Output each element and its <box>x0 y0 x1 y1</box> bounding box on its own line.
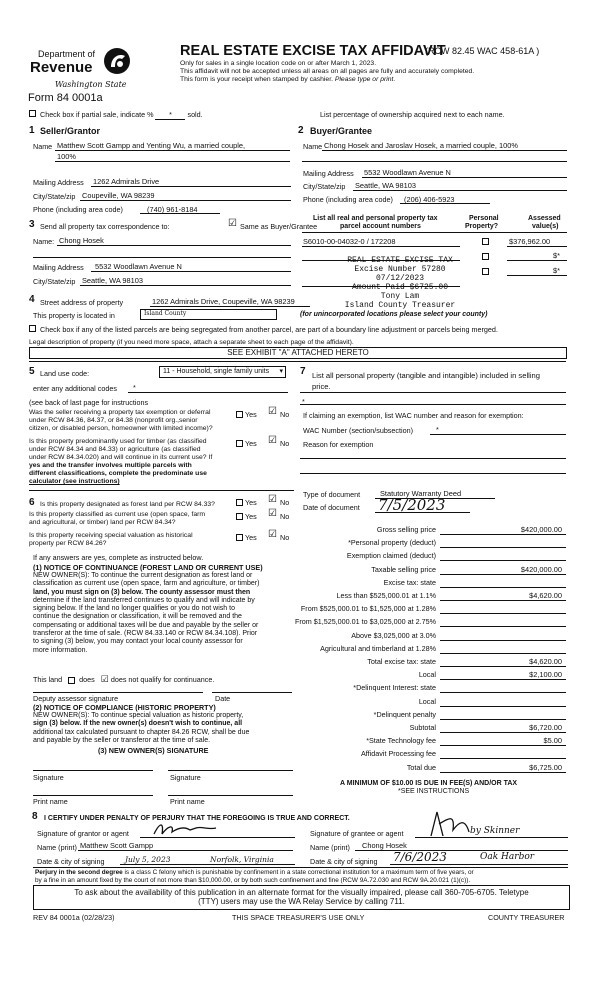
notice3-title: (3) NEW OWNER(S) SIGNATURE <box>98 746 209 755</box>
tax-row-label: *Personal property (deduct) <box>348 538 436 547</box>
buyer-city[interactable]: Seattle, WA 98103 <box>355 181 416 190</box>
forest-yes-label: Yes <box>245 498 257 507</box>
buyer-title: Buyer/Grantee <box>310 126 373 136</box>
historic-yes-checkbox[interactable] <box>236 534 243 541</box>
historic-no-checkbox[interactable]: ☑ <box>268 529 277 540</box>
form-number: Form 84 0001a <box>28 92 103 104</box>
dept-line3: Washington State <box>55 80 127 89</box>
section6-number: 6 <box>29 497 35 508</box>
owner-signature-label-2: Signature <box>170 773 201 782</box>
section3-number: 3 <box>29 219 35 230</box>
buyer-mail[interactable]: 5532 Woodlawn Avenue N <box>364 168 451 177</box>
grantee-name[interactable]: Chong Hosek <box>362 841 407 850</box>
land-use-select[interactable] <box>159 366 286 378</box>
section3-city[interactable]: Seattle, WA 98103 <box>82 276 143 285</box>
tax-row-label: *Delinquent Interest: state <box>353 683 436 692</box>
parcels-header-3b: value(s) <box>532 223 559 230</box>
tax-row-label: Total excise tax: state <box>367 657 436 666</box>
tax-row-label: Total due <box>406 763 436 772</box>
partial-sale-label: Check box if partial sale, indicate % * sold. <box>40 110 203 119</box>
personal-property-checkbox-1[interactable] <box>482 238 489 245</box>
forest-yes-checkbox[interactable] <box>236 499 243 506</box>
parcel-number-1[interactable]: S6010-00-04032-0 / 172208 <box>303 237 396 246</box>
tax-row-label: Gross selling price <box>376 525 436 534</box>
land-qualify-row: This land does ☑ does not qualify for continuance. <box>33 674 215 684</box>
notice2-title: (2) NOTICE OF COMPLIANCE (HISTORIC PROPERTY) <box>33 703 216 712</box>
assessed-value-2[interactable]: $* <box>553 251 560 260</box>
current-use-no-label: No <box>280 512 290 521</box>
current-use-yes-checkbox[interactable] <box>236 513 243 520</box>
buyer-name-label: Name <box>303 142 323 151</box>
section7-number: 7 <box>300 366 306 377</box>
tax-row-label: Agricultural and timberland at 1.28% <box>320 644 436 653</box>
grantor-name[interactable]: Matthew Scott Gampp <box>80 841 154 850</box>
parcels-header-1a: List all real and personal property tax <box>313 215 438 222</box>
timber-yes-label: Yes <box>245 439 257 448</box>
doc-date-label: Date of document <box>303 503 360 512</box>
see-back-note: (see back of last page for instructions <box>29 398 149 407</box>
doc-date-value[interactable]: 7/5/2023 <box>378 496 446 514</box>
accessibility-box <box>33 885 570 910</box>
certify-statement: I CERTIFY UNDER PENALTY OF PERJURY THAT THE FOREGOING IS TRUE AND CORRECT. <box>44 815 350 822</box>
grantor-signature-label: Signature of grantor or agent <box>37 829 129 838</box>
grantor-name-label: Name (print) <box>37 843 77 852</box>
tax-row-value[interactable]: $5.00 <box>543 736 562 745</box>
assessed-value-3[interactable]: $* <box>553 266 560 275</box>
seller-number: 1 <box>29 125 35 136</box>
street-address-label: Street address of property <box>40 298 124 307</box>
buyer-phone[interactable]: (206) 406-5923 <box>404 195 455 204</box>
tax-row-label: From $1,525,000.01 to $3,025,000 at 2.75% <box>294 617 436 626</box>
tax-row-value[interactable]: $2,100.00 <box>529 670 562 679</box>
stamp-line-3: 07/12/2023 <box>375 274 424 283</box>
section3-label: Send all property tax correspondence to: <box>40 222 170 231</box>
section3-city-label: City/State/zip <box>33 277 76 286</box>
doc-type-label: Type of document <box>303 490 361 499</box>
parcels-header-2a: Personal <box>469 215 499 222</box>
parcels-header-2b: Property? <box>465 223 499 230</box>
land-does-checkbox[interactable] <box>68 677 75 684</box>
county-select[interactable] <box>140 309 277 320</box>
owner-signature-label-1: Signature <box>33 773 64 782</box>
section3-name[interactable]: Chong Hosek <box>59 236 104 245</box>
notice2-text: NEW OWNER(S): To continue special valuation as historic property, sign (3) below. If the new owner(s) doesn't wish to continue, all additional tax calculated pursuant to chapter 84.26 RCW, shall be due and payable by the seller or transferor at the time of sale. <box>33 712 250 744</box>
tax-row-label: *State Technology fee <box>366 736 436 745</box>
owner-print-label-1: Print name <box>33 797 68 806</box>
located-in-label: This property is located in <box>33 311 115 320</box>
tax-row-value[interactable]: $420,000.00 <box>520 525 562 534</box>
treasurer-stamp <box>330 256 470 310</box>
forest-no-checkbox[interactable]: ☑ <box>268 494 277 505</box>
timber-question: Is this property predominantly used for timber (as classified under RCW 84.34 and 84.33) or agriculture (as classified under RCW 84.34.020) and will continue in its current use? If yes and the transfer involves multiple parcels with different classifications, complete the predominate use calculator (see instructions) <box>29 438 213 485</box>
grantor-date-label: Date & city of signing <box>37 857 105 866</box>
grantor-date[interactable]: July 5, 2023 <box>125 855 171 864</box>
stamp-line-2: Excise Number 57280 <box>354 265 446 274</box>
footer-county-treasurer: COUNTY TREASURER <box>488 913 565 922</box>
current-use-no-checkbox[interactable]: ☑ <box>268 508 277 519</box>
timber-no-label: No <box>280 439 290 448</box>
county-select-value: Island County <box>144 310 187 317</box>
legal-description-field[interactable] <box>29 347 567 359</box>
tax-row-label: Local <box>418 697 436 706</box>
deputy-date-label: Date <box>215 694 231 703</box>
tax-row-label: Less than $525,000.01 at 1.1% <box>336 591 436 600</box>
same-as-buyer-checkbox[interactable]: ☑ <box>228 218 237 229</box>
tax-row-value[interactable]: $4,620.00 <box>529 657 562 666</box>
seller-phone-label: Phone (including area code) <box>33 205 123 214</box>
grantor-city[interactable]: Norfolk, Virginia <box>210 855 274 864</box>
personal-property-label: List all personal property (tangible and intangible) included in selling price. <box>312 371 540 391</box>
legal-description: SEE EXHIBIT "A" ATTACHED HERETO <box>227 348 369 357</box>
wac-number-label: WAC Number (section/subsection) <box>303 426 413 435</box>
timber-no-checkbox[interactable]: ☑ <box>268 435 277 446</box>
stamp-line-6: Island County Treasurer <box>344 301 456 310</box>
section5-number: 5 <box>29 366 35 377</box>
tax-row-value[interactable]: $6,725.00 <box>529 763 562 772</box>
seller-mail[interactable]: 1262 Admirals Drive <box>93 177 160 186</box>
historic-no-label: No <box>280 533 290 542</box>
tax-row-label: From $525,000.01 to $1,525,000 at 1.28% <box>300 604 436 613</box>
footer-rev: REV 84 0001a (02/28/23) <box>33 913 115 922</box>
buyer-number: 2 <box>298 125 304 136</box>
tax-row-label: Subtotal <box>409 723 436 732</box>
land-does-not-checkbox[interactable]: ☑ <box>100 674 109 684</box>
buyer-phone-label: Phone (including area code) <box>303 195 393 204</box>
seller-mail-label: Mailing Address <box>33 178 84 187</box>
stamp-line-1: REAL ESTATE EXCISE TAX <box>347 256 453 265</box>
same-as-buyer-label: Same as Buyer/Grantee <box>240 222 318 231</box>
exemption-claim-label: If claiming an exemption, list WAC number and reason for exemption: <box>303 411 524 420</box>
additional-codes-label: enter any additional codes <box>33 384 117 393</box>
notice1-title: (1) NOTICE OF CONTINUANCE (FOREST LAND OR CURRENT USE) <box>33 563 263 572</box>
exemption-question: Was the seller receiving a property tax exemption or deferral under RCW 84.36, 84.37, or 84.38 (nonprofit org.,senior citizen, or disabled person, homeowner with limited income)? <box>29 409 213 432</box>
section8-number: 8 <box>32 811 38 822</box>
personal-property-checkbox-3[interactable] <box>482 268 489 275</box>
footer-treasurer-use: THIS SPACE TREASURER'S USE ONLY <box>232 913 365 922</box>
street-address[interactable]: 1262 Admirals Drive, Coupeville, WA 98239 <box>152 297 295 306</box>
seller-title: Seller/Grantor <box>40 126 101 136</box>
tax-row-value[interactable]: $6,720.00 <box>529 723 562 732</box>
grantee-date-label: Date & city of signing <box>310 857 378 866</box>
current-use-question: Is this property classified as current use (open space, farm and agricultural, or timber) land per RCW 84.34? <box>29 511 206 526</box>
stamp-line-5: Tony Lam <box>380 292 420 301</box>
parcels-header-3a: Assessed <box>528 215 561 222</box>
section3-name-label: Name: <box>33 237 55 246</box>
seller-city[interactable]: Coupeville, WA 98239 <box>82 191 155 200</box>
dept-line1: Department of <box>38 49 96 59</box>
forest-no-label: No <box>280 498 290 507</box>
owner-print-label-2: Print name <box>170 797 205 806</box>
exemption-yes-checkbox[interactable] <box>236 411 243 418</box>
grantee-city[interactable]: Oak Harbor <box>480 852 535 862</box>
notice1-text: NEW OWNER(S): To continue the current designation as forest land or classification as current use (open space, farm and agriculture, or timber) land, you must sign on (3) below. The county assessor must then determine if the land transferred continues to qualify and will indicate by signing below. If the land no longer qualifies or you do not wish to continue the designation or classification, it will be removed and the compensating or additional taxes will be due and payable by the seller or transferor at the time of sale. (RCW 84.33.140 or RCW 84.34.108). Prior to signing (3) below, you may contact your local county assessor for more information. <box>33 572 260 654</box>
chevron-down-icon: ▾ <box>279 368 283 375</box>
if-yes-note: If any answers are yes, complete as instructed below. <box>33 553 204 562</box>
see-instructions-note: *SEE INSTRUCTIONS <box>398 788 470 795</box>
buyer-city-label: City/State/zip <box>303 182 346 191</box>
segregation-checkbox[interactable] <box>29 325 36 332</box>
seller-name-2[interactable]: 100% <box>57 152 76 161</box>
buyer-mail-label: Mailing Address <box>303 169 354 178</box>
segregation-label: Check box if any of the listed parcels are being segregated from another parcel, are part of a boundary line adjustment or parcels being merged. <box>40 325 498 334</box>
stamp-line-4: Amount Paid $6725.00 <box>351 283 448 292</box>
seller-city-label: City/State/zip <box>33 192 76 201</box>
ownership-note: List percentage of ownership acquired next to each name. <box>320 110 505 119</box>
tax-row-value[interactable]: $420,000.00 <box>520 565 562 574</box>
dept-line2: Revenue <box>30 59 93 76</box>
revenue-logo-icon <box>102 45 132 77</box>
tax-row-value[interactable]: $4,620.00 <box>529 591 562 600</box>
grantee-signature-label: Signature of grantee or agent <box>310 829 404 838</box>
tax-row-label: Affidavit Processing fee <box>361 749 436 758</box>
grantee-signature-extra: by Skinner <box>470 826 520 836</box>
doc-type-value[interactable]: Statutory Warranty Deed <box>380 489 462 498</box>
land-use-label: Land use code: <box>40 369 90 378</box>
parcels-header-1b: parcel account numbers <box>340 223 421 230</box>
forest-question: Is this property designated as forest land per RCW 84.33? <box>40 501 215 508</box>
tax-row-label: Exemption claimed (deduct) <box>346 551 436 560</box>
unincorporated-note: (for unincorporated locations please select your county) <box>300 311 488 318</box>
additional-codes-value[interactable]: * <box>133 383 136 392</box>
header-note-3: This form is your receipt when stamped by cashier. Please type or print. <box>180 76 396 83</box>
legal-description-label: Legal description of property (if you need more space, attach a separate sheet to each page of the affidavit). <box>29 339 354 346</box>
exemption-reason-label: Reason for exemption <box>303 440 374 449</box>
buyer-name[interactable]: Chong Hosek and Jaroslav Hosek, a married couple, 100% <box>324 141 518 150</box>
historic-question: Is this property receiving special valuation as historical property per RCW 84.26? <box>29 532 193 547</box>
current-use-yes-label: Yes <box>245 512 257 521</box>
minimum-fee-note: A MINIMUM OF $10.00 IS DUE IN FEE(S) AND/OR TAX <box>340 780 518 787</box>
land-use-value: 11 - Household, single family units <box>163 368 270 375</box>
assessed-value-1[interactable]: $376,962.00 <box>509 237 551 246</box>
deputy-signature-label: Deputy assessor signature <box>33 694 119 703</box>
seller-name-label: Name <box>33 142 53 151</box>
personal-property-checkbox-2[interactable] <box>482 253 489 260</box>
exemption-no-label: No <box>280 410 290 419</box>
historic-yes-label: Yes <box>245 533 257 542</box>
seller-phone[interactable]: (740) 961-8184 <box>147 205 198 214</box>
header-note-2: This affidavit will not be accepted unless all areas on all pages are fully and accurately completed. <box>180 68 475 75</box>
accessibility-line-2: (TTY) users may use the WA Relay Service by calling 711. <box>198 897 405 906</box>
seller-name-1[interactable]: Matthew Scott Gampp and Yenting Wu, a married couple, <box>57 141 246 150</box>
timber-yes-checkbox[interactable] <box>236 440 243 447</box>
form-title: REAL ESTATE EXCISE TAX AFFIDAVIT <box>180 43 446 59</box>
tax-row-label: *Delinquent penalty <box>373 710 436 719</box>
exemption-no-checkbox[interactable]: ☑ <box>268 406 277 417</box>
exemption-yes-label: Yes <box>245 410 257 419</box>
grantee-name-label: Name (print) <box>310 843 350 852</box>
section4-number: 4 <box>29 294 35 305</box>
section3-mail[interactable]: 5532 Woodlawn Avenue N <box>95 262 182 271</box>
perjury-notice: Perjury in the second degree is a class C felony which is punishable by confinement in a state correctional institution for a maximum term of five years, or by a fine in an amount fixed by the court of not more than $10,000.00, or by both such confinement and fine (RCW 9A.72.030 and RCW 9A.20.021 (1)(c)). <box>35 869 474 884</box>
grantee-date[interactable]: 7/6/2023 <box>393 850 447 864</box>
tax-row-label: Above $3,025,000 at 3.0% <box>351 631 436 640</box>
wac-number-value[interactable]: * <box>436 425 439 434</box>
section3-mail-label: Mailing Address <box>33 263 84 272</box>
partial-sale-checkbox[interactable] <box>29 110 36 117</box>
personal-property-value[interactable]: * <box>302 397 305 406</box>
tax-row-label: Local <box>418 670 436 679</box>
form-title-ref: (RCW 82.45 WAC 458-61A ) <box>425 46 540 56</box>
header-note-1: Only for sales in a single location code on or after March 1, 2023. <box>180 60 377 67</box>
tax-row-label: Excise tax: state <box>383 578 436 587</box>
accessibility-line-1: To ask about the availability of this publication in an alternate format for the visually impaired, please call 360-705-6705. Teletype <box>74 888 529 897</box>
tax-row-label: Taxable selling price <box>371 565 436 574</box>
